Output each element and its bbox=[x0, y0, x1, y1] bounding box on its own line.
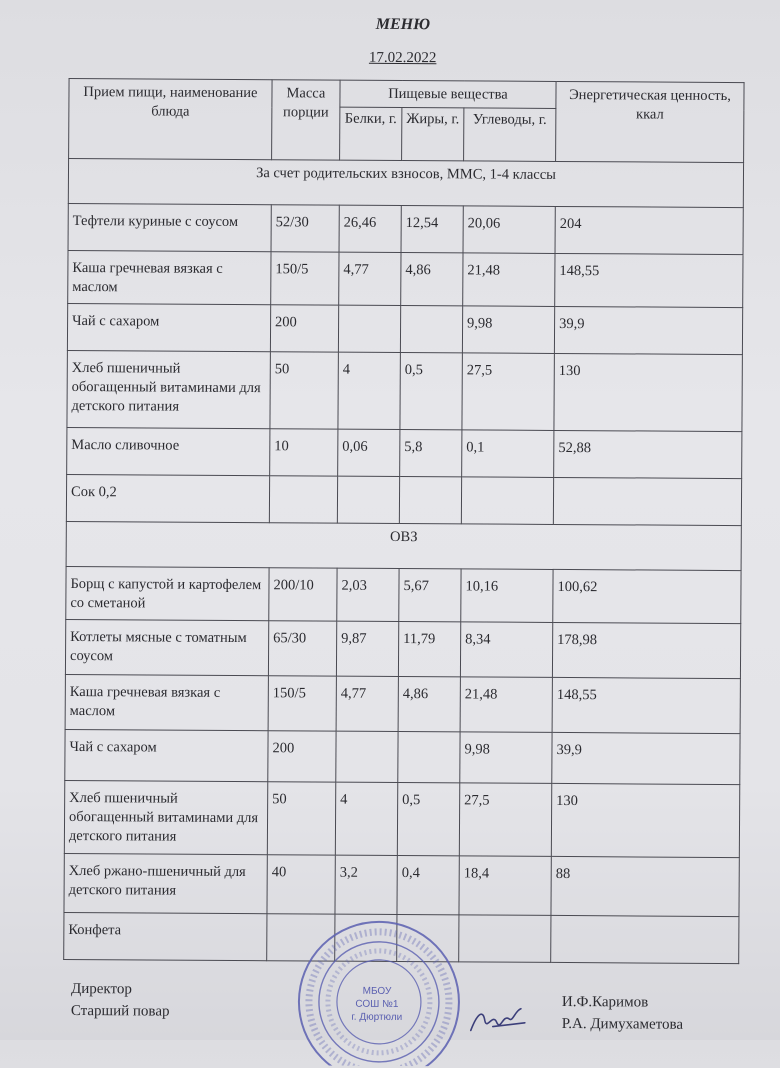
cell-carbs: 18,4 bbox=[459, 856, 551, 916]
cell-fat bbox=[399, 476, 461, 523]
header-energy: Энергетическая ценность, ккал bbox=[556, 81, 744, 162]
table-row bbox=[67, 427, 742, 478]
table-row bbox=[67, 350, 742, 431]
cell-protein bbox=[337, 476, 399, 523]
cell-carbs: 10,16 bbox=[461, 569, 553, 623]
table-row bbox=[68, 250, 743, 307]
chef-name: Р.А. Димухаметова bbox=[561, 1015, 684, 1033]
table-row bbox=[66, 474, 741, 525]
section-title: ОВЗ bbox=[66, 521, 741, 570]
chef-label: Старший повар bbox=[70, 1002, 170, 1020]
cell-fat: 5,8 bbox=[400, 429, 462, 476]
cell-name: Чай с сахаром bbox=[67, 303, 270, 351]
cell-fat bbox=[400, 306, 462, 353]
cell-mass: 65/30 bbox=[268, 621, 336, 676]
cell-fat: 5,67 bbox=[399, 568, 461, 621]
cell-energy: 100,62 bbox=[553, 569, 741, 623]
table-row bbox=[68, 203, 743, 254]
cell-mass bbox=[269, 476, 337, 523]
footer-left bbox=[71, 978, 170, 1023]
section-title: За счет родительских взносов, ММС, 1-4 классы bbox=[68, 158, 743, 207]
cell-energy: 178,98 bbox=[552, 622, 740, 678]
table-row bbox=[65, 619, 740, 678]
cell-name: Каша гречневая вязкая с маслом bbox=[65, 674, 268, 730]
cell-name: Сок 0,2 bbox=[66, 474, 269, 522]
cell-carbs: 27,5 bbox=[459, 783, 551, 857]
cell-name: Хлеб пшеничный обогащенный витаминами для детского питания bbox=[64, 780, 267, 854]
cell-energy: 148,55 bbox=[552, 677, 740, 733]
section-row bbox=[68, 158, 743, 207]
cell-mass: 200 bbox=[268, 731, 336, 782]
cell-carbs: 20,06 bbox=[463, 206, 555, 254]
header-fat: Жиры, г. bbox=[402, 108, 464, 161]
section-row bbox=[66, 521, 741, 570]
cell-carbs: 27,5 bbox=[462, 353, 554, 431]
cell-protein: 3,2 bbox=[335, 855, 397, 914]
cell-protein: 4,77 bbox=[336, 676, 398, 731]
cell-carbs: 0,1 bbox=[462, 430, 554, 478]
cell-protein: 4 bbox=[335, 782, 397, 855]
cell-protein bbox=[336, 731, 398, 782]
table-row bbox=[64, 780, 739, 857]
header-mass: Масса порции bbox=[272, 80, 340, 160]
table-row bbox=[66, 566, 741, 623]
cell-energy: 204 bbox=[555, 206, 743, 254]
table-row bbox=[65, 729, 740, 784]
cell-fat: 4,86 bbox=[401, 253, 463, 306]
cell-fat: 0,4 bbox=[397, 855, 459, 914]
cell-energy: 130 bbox=[554, 353, 742, 431]
cell-carbs: 9,98 bbox=[460, 732, 552, 784]
director-label: Директор bbox=[70, 980, 132, 998]
cell-name: Каша гречневая вязкая с маслом bbox=[68, 250, 271, 304]
cell-fat: 11,79 bbox=[398, 621, 460, 676]
stamp-text: МБОУ СОШ №1 г. Дюртюли bbox=[351, 985, 403, 1024]
cell-mass: 150/5 bbox=[268, 676, 336, 731]
header-carbs: Углеводы, г. bbox=[464, 108, 556, 162]
table-row bbox=[65, 674, 740, 733]
cell-energy: 39,9 bbox=[554, 306, 742, 354]
cell-mass: 200 bbox=[270, 305, 338, 352]
cell-mass: 200/10 bbox=[269, 568, 337, 621]
cell-name: Масло сливочное bbox=[67, 427, 270, 475]
cell-energy: 52,88 bbox=[554, 430, 742, 478]
header-protein: Белки, г. bbox=[340, 107, 402, 160]
cell-name: Конфета bbox=[64, 912, 267, 960]
director-name: И.Ф.Каримов bbox=[561, 993, 649, 1011]
header-nutrients: Пищевые вещества bbox=[340, 80, 556, 108]
cell-protein bbox=[338, 305, 400, 352]
cell-name: Тефтели куриные с соусом bbox=[68, 203, 271, 251]
document-date: 17.02.2022 bbox=[368, 49, 437, 67]
cell-carbs bbox=[459, 915, 551, 963]
cell-energy bbox=[553, 477, 741, 525]
footer-right bbox=[562, 991, 684, 1036]
document-title: МЕНЮ bbox=[375, 15, 431, 34]
cell-energy: 148,55 bbox=[555, 253, 743, 307]
cell-carbs: 9,98 bbox=[462, 306, 554, 354]
cell-mass: 50 bbox=[267, 782, 335, 855]
cell-mass: 150/5 bbox=[271, 252, 339, 305]
signature bbox=[463, 1000, 543, 1040]
cell-fat: 12,54 bbox=[401, 206, 463, 253]
cell-carbs: 8,34 bbox=[460, 622, 552, 678]
cell-fat: 0,5 bbox=[397, 782, 459, 855]
cell-mass: 10 bbox=[270, 429, 338, 476]
cell-carbs: 21,48 bbox=[463, 253, 555, 307]
menu-table bbox=[63, 78, 744, 964]
cell-fat: 4,86 bbox=[398, 676, 460, 731]
cell-mass: 40 bbox=[267, 855, 335, 914]
header-meal: Прием пищи, наименование блюда bbox=[69, 78, 272, 159]
header-row bbox=[69, 78, 744, 109]
cell-protein: 26,46 bbox=[339, 205, 401, 252]
cell-name: Чай с сахаром bbox=[65, 729, 268, 781]
cell-energy bbox=[551, 915, 739, 963]
cell-name: Котлеты мясные с томатным соусом bbox=[65, 619, 268, 675]
table-row bbox=[67, 303, 742, 354]
cell-fat: 0,5 bbox=[400, 352, 462, 429]
cell-protein: 4,77 bbox=[339, 252, 401, 305]
menu-body bbox=[64, 158, 744, 963]
cell-energy: 130 bbox=[551, 783, 739, 857]
table-row bbox=[64, 853, 739, 916]
cell-name: Хлеб ржано-пшеничный для детского питания bbox=[64, 853, 267, 913]
cell-protein: 2,03 bbox=[337, 568, 399, 621]
cell-protein: 9,87 bbox=[336, 621, 398, 676]
cell-fat bbox=[398, 731, 460, 782]
cell-energy: 88 bbox=[551, 856, 739, 916]
cell-protein: 4 bbox=[338, 352, 400, 429]
cell-name: Борщ с капустой и картофелем со сметаной bbox=[66, 566, 269, 620]
cell-carbs bbox=[461, 477, 553, 525]
cell-mass: 52/30 bbox=[271, 205, 339, 252]
cell-energy: 39,9 bbox=[552, 732, 740, 784]
cell-protein: 0,06 bbox=[338, 429, 400, 476]
cell-carbs: 21,48 bbox=[460, 677, 552, 733]
cell-mass: 50 bbox=[270, 352, 338, 429]
cell-name: Хлеб пшеничный обогащенный витаминами для детского питания bbox=[67, 350, 270, 428]
